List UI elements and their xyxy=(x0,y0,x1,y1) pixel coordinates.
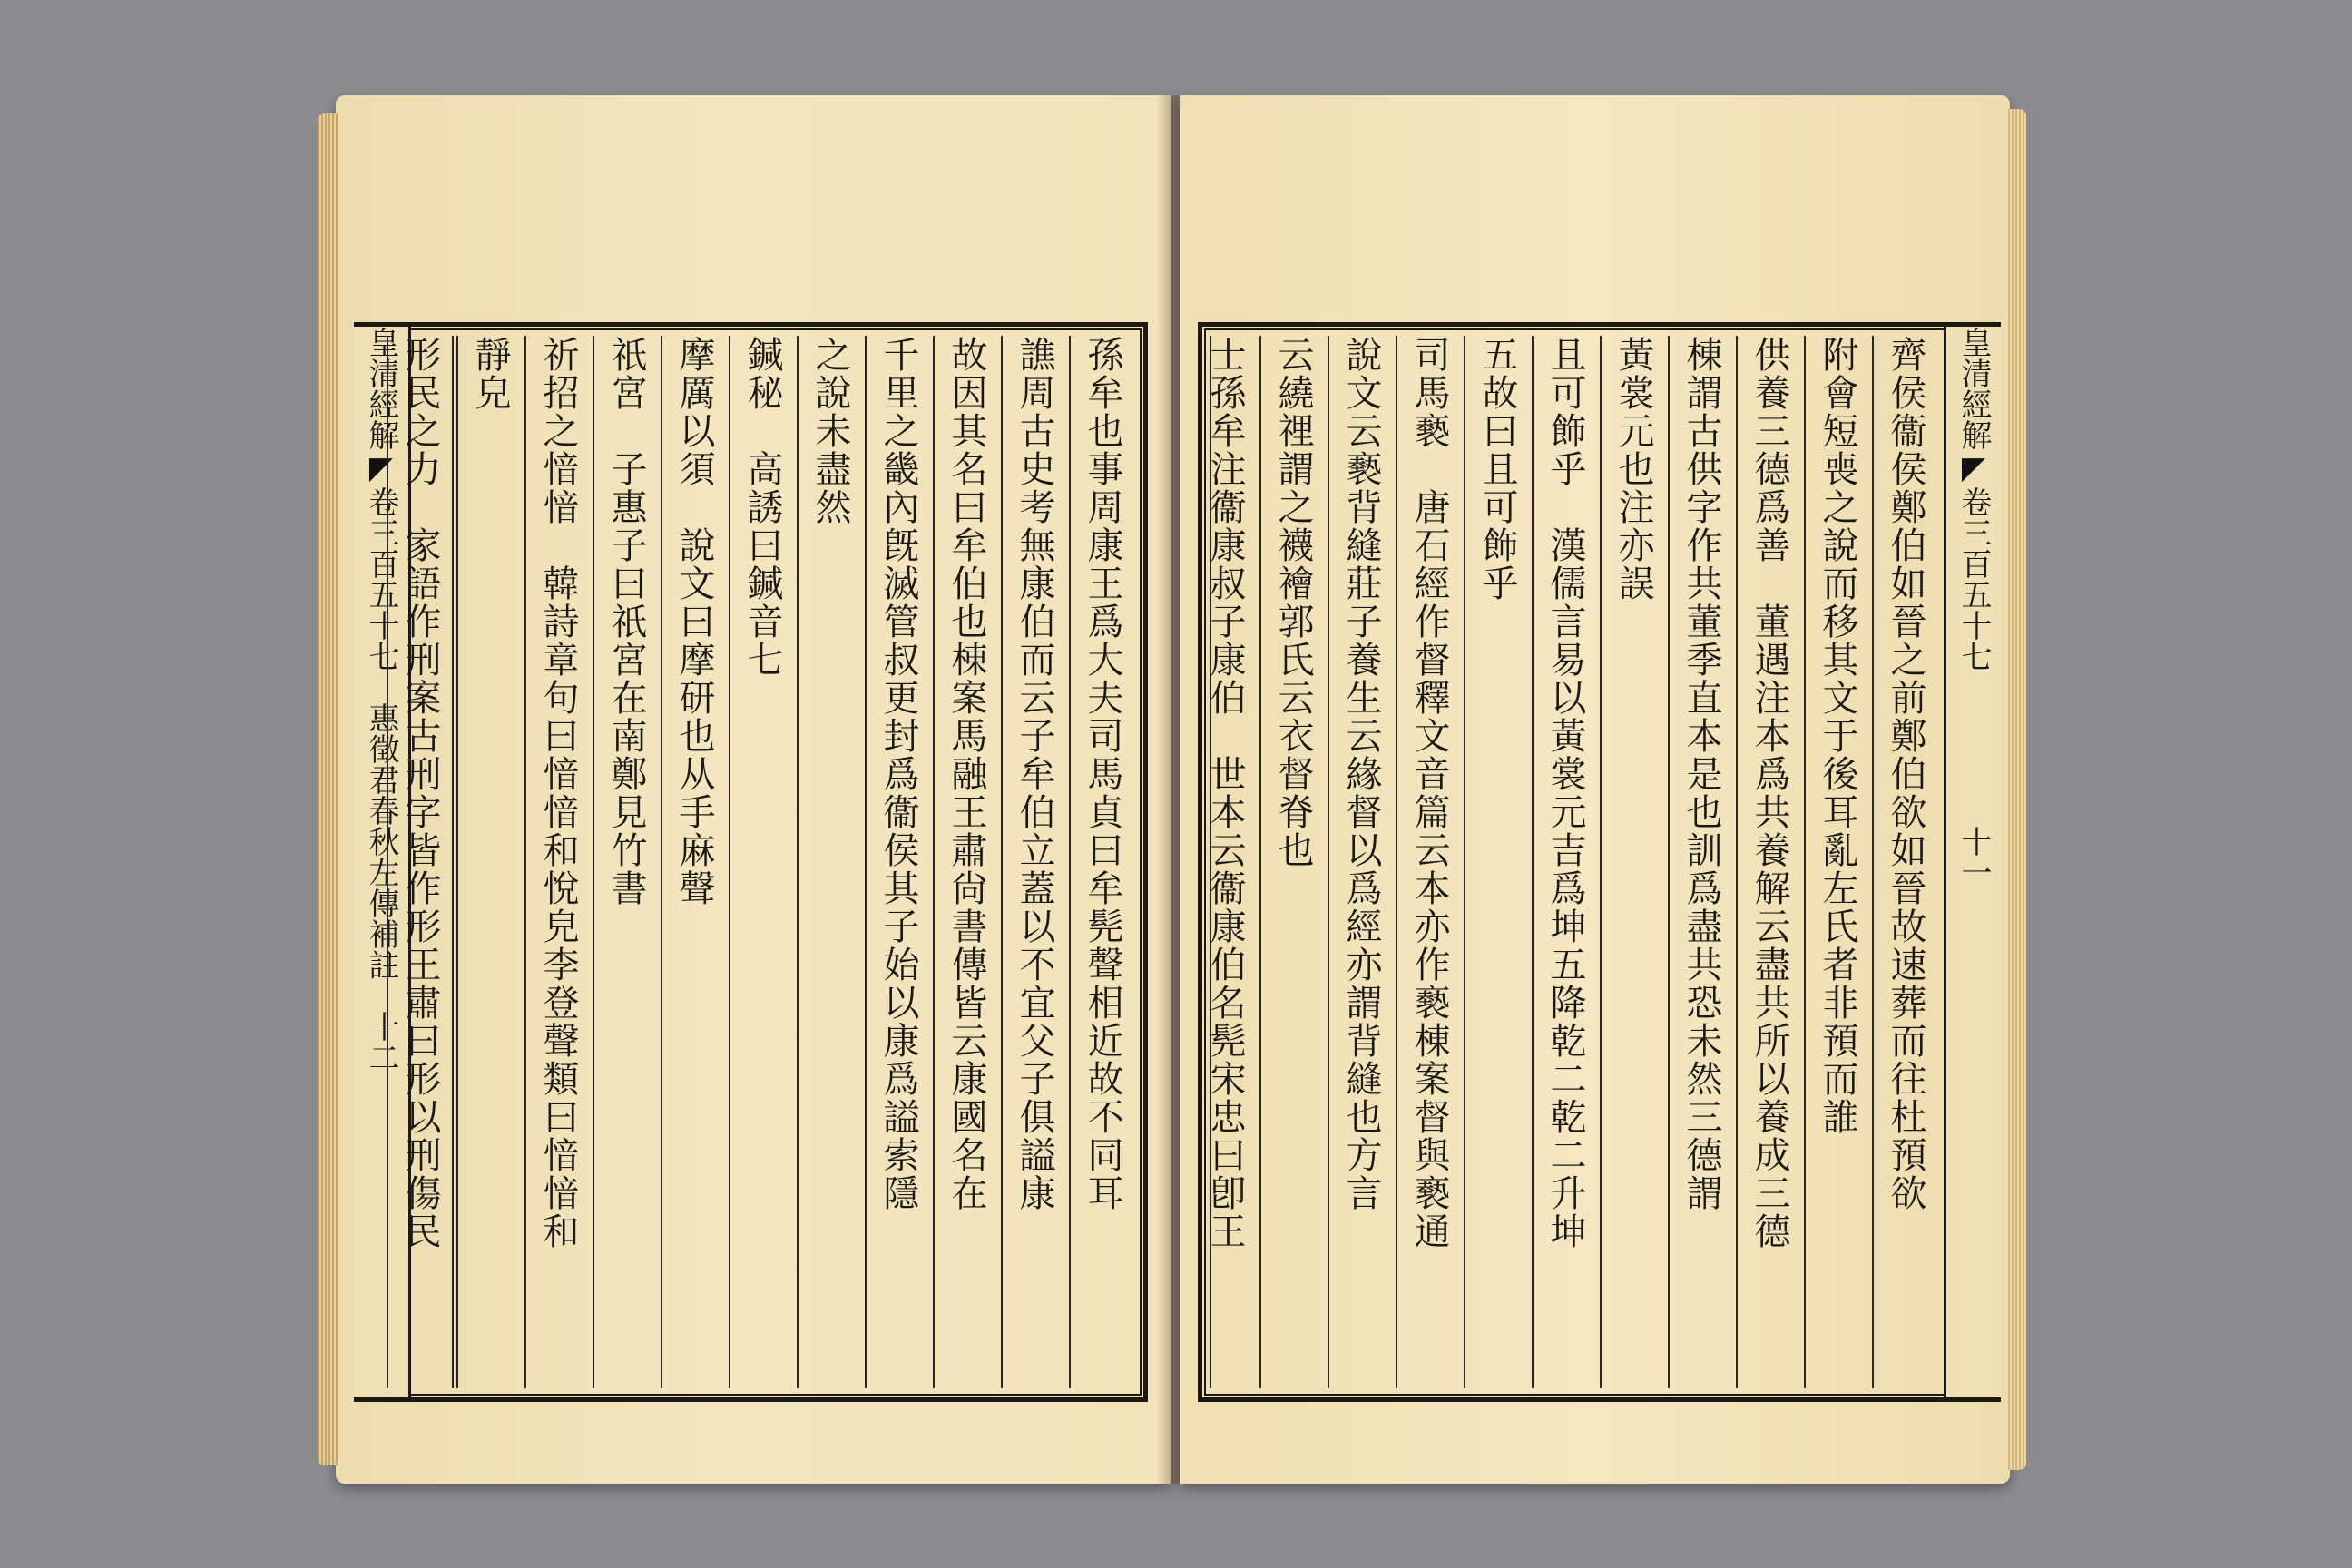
right-text-column: 司馬褻 唐石經作督釋文音篇云本亦作褻棟案督與褻通 xyxy=(1396,336,1461,1388)
left-margin-column: 皇清經解◤卷三百五十七 惠徵君春秋左傳補註 十二 xyxy=(354,327,411,1397)
left-text-column: 祇宮 子惠子曰祇宮在南鄭見竹書 xyxy=(593,336,658,1388)
right-text-column: 齊侯衞侯鄭伯如晉之前鄭伯欲如晉故速葬而往杜預欲 xyxy=(1872,336,1937,1388)
left-text-column: 摩厲以須 說文曰摩研也从手麻聲 xyxy=(661,336,726,1388)
left-text-column: 之說未盡然 xyxy=(797,336,862,1388)
right-page xyxy=(1180,95,2010,1484)
left-text-column: 祈招之愔愔 韓詩章句曰愔愔和悅皃李登聲類曰愔愔和 xyxy=(524,336,590,1388)
right-margin-page-number: 十一 xyxy=(1955,826,1992,887)
right-text-block xyxy=(1198,322,2001,1402)
right-text-column: 棟謂古供字作共董季直本是也訓爲盡共恐未然三德謂 xyxy=(1668,336,1733,1388)
left-text-column: 靜皃 xyxy=(456,336,522,1388)
right-margin-column: 皇清經解◤卷三百五十七 十一 xyxy=(1944,327,2001,1397)
left-text-block xyxy=(354,322,1148,1402)
left-text-column: 譙周古史考無康伯而云子牟伯立蓋以不宜父子俱謚康 xyxy=(1001,336,1066,1388)
right-text-column: 士孫牟注衞康叔子康伯 世本云衞康伯名髡宋忠曰卽王 xyxy=(1210,336,1257,1388)
right-text-column: 黃裳元也注亦誤 xyxy=(1600,336,1665,1388)
right-text-column: 附會短喪之說而移其文于後耳亂左氏者非預而誰 xyxy=(1804,336,1869,1388)
left-text-column: 鍼秘 高誘曰鍼音七 xyxy=(729,336,794,1388)
right-margin-chapter: 卷三百五十七 xyxy=(1955,486,1992,671)
left-margin-page-number: 十二 xyxy=(363,1011,399,1073)
right-text-column: 五故曰且可飾乎 xyxy=(1464,336,1529,1388)
left-text-column: 形民之力 家語作刑案古刑字皆作形王肅曰形以刑傷民 xyxy=(387,336,454,1388)
left-text-column: 孫牟也事周康王爲大夫司馬貞曰牟髡聲相近故不同耳 xyxy=(1069,336,1134,1388)
open-book xyxy=(336,95,2010,1484)
left-margin-title: 皇清經解 xyxy=(363,327,399,450)
right-text-column: 且可飾乎 漢儒言易以黃裳元吉爲坤五降乾二乾二升坤 xyxy=(1532,336,1597,1388)
right-text-column: 說文云褻背縫莊子養生云緣督以爲經亦謂背縫也方言 xyxy=(1328,336,1393,1388)
right-page-edge xyxy=(2008,109,2026,1470)
left-page xyxy=(336,95,1171,1484)
left-text-column: 故因其名曰牟伯也棟案馬融王肅尙書傳皆云康國名在 xyxy=(933,336,998,1388)
left-text-column: 千里之畿內旣滅管叔更封爲衞侯其子始以康爲謚索隱 xyxy=(865,336,930,1388)
right-text-column: 云繞𥚃謂之襪襘郭氏云衣督脊也 xyxy=(1259,336,1325,1388)
left-margin-chapter: 卷三百五十七 xyxy=(363,486,399,671)
right-text-column: 供養三德爲善 董遇注本爲共養解云盡共所以養成三德 xyxy=(1736,336,1801,1388)
left-margin-author: 惠徵君春秋左傳補註 xyxy=(363,702,399,980)
right-margin-title: 皇清經解 xyxy=(1955,327,1992,450)
left-page-edge xyxy=(318,113,338,1465)
